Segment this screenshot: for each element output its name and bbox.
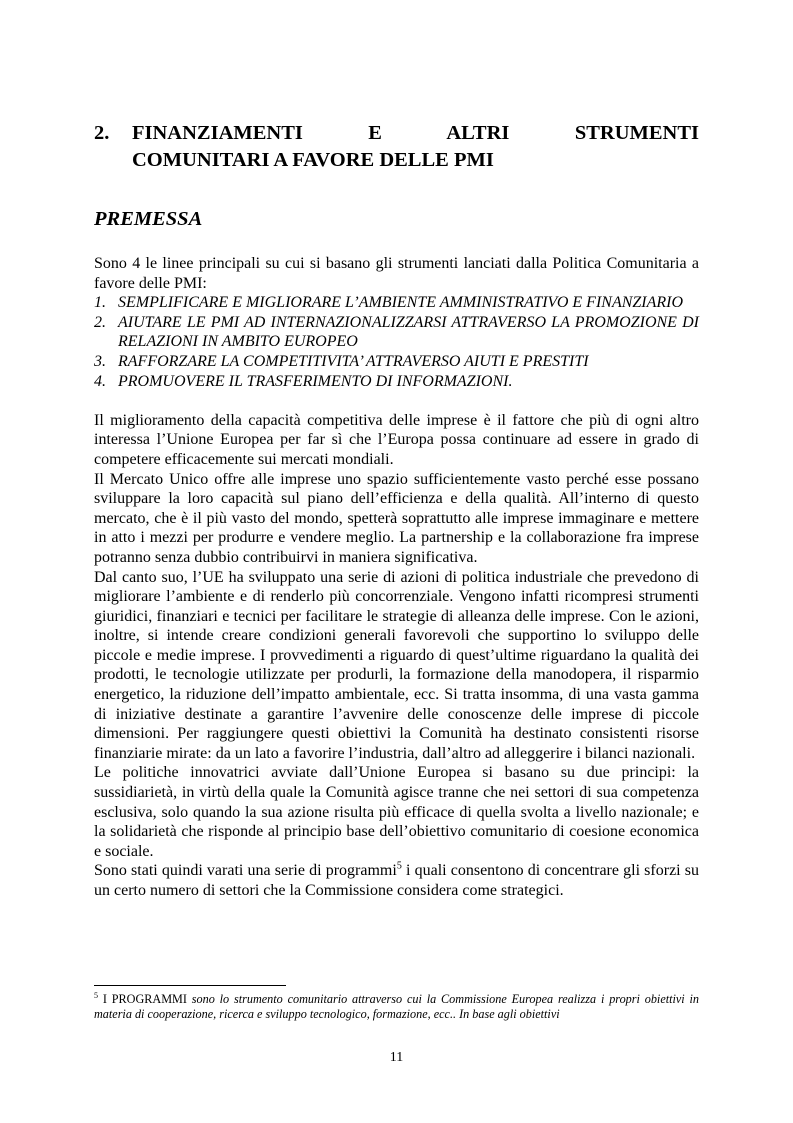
chapter-title — [94, 120, 699, 174]
paragraph-text-before-ref: Sono stati quindi varati una serie di programmi — [94, 862, 397, 880]
list-item-number: 1. — [94, 294, 106, 312]
list-item-text: RAFFORZARE LA COMPETITIVITA’ ATTRAVERSO AIUTI E PRESTITI — [118, 352, 589, 370]
footnote-text: sono lo strumento comunitario attraverso cui la Commissione Europea realizza i propri obiettivi in materia di cooperazione, ricerca e sviluppo tecnologico, formazione, ecc.. In base agli obiettivi — [94, 992, 700, 1021]
list-item-number: 3. — [94, 352, 106, 370]
chapter-title-text — [132, 120, 699, 174]
list-item-number: 4. — [94, 372, 106, 390]
intro-paragraph: Sono 4 le linee principali su cui si basano gli strumenti lanciati dalla Politica Comunitaria a favore delle PMI: — [94, 255, 699, 292]
list-item — [94, 313, 699, 352]
list-item-number: 2. — [94, 313, 106, 331]
body-paragraph-last — [94, 861, 699, 900]
footnote — [94, 992, 699, 1022]
list-item-text: PROMUOVERE IL TRASFERIMENTO DI INFORMAZIONI. — [118, 372, 513, 390]
list-item-text: AIUTARE LE PMI AD INTERNAZIONALIZZARSI ATTRAVERSO LA PROMOZIONE DI RELAZIONI IN AMBITO EUROPEO — [118, 313, 699, 351]
footnote-reference[interactable]: 5 — [396, 861, 402, 873]
chapter-title-line-2: COMUNITARI A FAVORE DELLE PMI — [132, 149, 494, 171]
body-paragraph: Le politiche innovatrici avviate dall’Unione Europea si basano su due principi: la sussidiarietà, in virtù della quale la Comunità agisce tranne che nei settori di sua competenza esclusiva, solo quando la sua azione risulta più efficace di quella svolta a livello nazionale; e la solidarietà che risponde al principio base dell’obiettivo comunitario di coesione economica e sociale. — [94, 764, 699, 860]
paragraph-text-after-ref: i quali consentono di concentrare gli sforzi su un certo numero di settori che la Commissione considera come strategici. — [94, 862, 700, 899]
page-number: 11 — [389, 1050, 404, 1065]
body-paragraph: Il miglioramento della capacità competitiva delle imprese è il fattore che più di ogni altro interessa l’Unione Europea per far sì che l’Europa possa continuare ad essere in grado di competere efficacemente sui mercati mondiali. — [94, 411, 699, 468]
list-item — [94, 293, 699, 313]
chapter-title-line-1: FINANZIAMENTI E ALTRI STRUMENTI — [132, 122, 699, 144]
body-paragraph: Il Mercato Unico offre alle imprese uno spazio sufficientemente vasto perché esse possano sviluppare la loro capacità sul piano dell’efficienza e della qualità. All’interno di questo mercato, che è il più vasto del mondo, spetterà soprattutto alle imprese immaginare e mettere in atto i mezzi per produrre e vendere meglio. La partnership e la collaborazione fra imprese potranno senza dubbio contribuirvi in maniera significativa. — [94, 470, 699, 566]
footnote-divider — [94, 985, 286, 986]
list-item-text: SEMPLIFICARE E MIGLIORARE L’AMBIENTE AMMINISTRATIVO E FINANZIARIO — [118, 294, 684, 312]
spacer — [94, 391, 699, 411]
list-item — [94, 372, 699, 392]
footnote-lead: I PROGRAMMI — [98, 992, 192, 1006]
chapter-number: 2. — [94, 122, 110, 144]
section-title: PREMESSA — [94, 208, 203, 230]
goal-list — [94, 293, 699, 391]
footnote-mark: 5 — [94, 990, 98, 1000]
body-paragraph: Dal canto suo, l’UE ha sviluppato una serie di azioni di politica industriale che prevedono di migliorare l’ambiente e di renderlo più concorrenziale. Vengono infatti ricompresi strumenti giuridici, finanziari e tecnici per facilitare le strategie di alleanza delle imprese. Con le azioni, inoltre, si intende creare condizioni generali favorevoli che supportino lo sviluppo delle piccole e medie imprese. I provvedimenti a riguardo di quest’ultime riguardano la qualità dei prodotti, le tecnologie utilizzate per produrli, la formazione della manodopera, il risparmio energetico, la riduzione dell’impatto ambientale, ecc. Si tratta insomma, di una vasta gamma di iniziative destinate a garantire l’avvenire delle conoscenze delle imprese di piccole dimensioni. Per raggiungere questi obiettivi la Comunità ha destinato consistenti risorse finanziarie mirate: da un lato a favorire l’industria, dall’altro ad alleggerire i bilanci nazionali. — [94, 568, 699, 762]
list-item — [94, 352, 699, 372]
page-body — [94, 120, 699, 901]
